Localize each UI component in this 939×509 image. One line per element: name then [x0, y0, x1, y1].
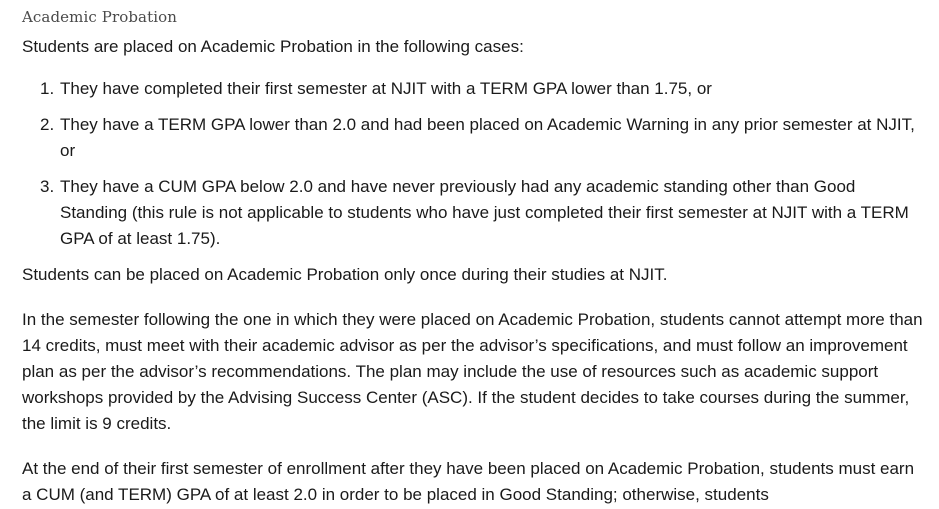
list-item-number: 3.: [40, 177, 55, 196]
list-item: [22, 76, 927, 102]
paragraph-following-semester: In the semester following the one in which they were placed on Academic Probation, students cannot attempt more than 14 credits, must meet with their academic advisor as per the advisor’s specifications, and must follow an improvement plan as per the advisor’s recommendations. The plan may include the use of resources such as academic support workshops provided by the Advising Success Center (ASC). If the student decides to take courses during the summer, the limit is 9 credits.: [22, 310, 923, 433]
list-item-number: 2.: [40, 115, 55, 134]
list-item-text: They have a CUM GPA below 2.0 and have never previously had any academic standing other than Good Standing (this rule is not applicable to students who have just completed their first semester at NJIT with a TERM GPA of at least 1.75).: [60, 177, 909, 248]
paragraph-end-of-semester: At the end of their first semester of enrollment after they have been placed on Academic Probation, students must earn a CUM (and TERM) GPA of at least 2.0 in order to be placed in Good Standing; otherwise, students: [22, 459, 915, 504]
section-heading: Academic Probation: [22, 8, 178, 26]
list-item: [22, 112, 927, 164]
probation-rules-list: [22, 76, 927, 262]
list-item-number: 1.: [40, 79, 55, 98]
list-item-text: They have completed their first semester at NJIT with a TERM GPA lower than 1.75, or: [60, 79, 712, 98]
list-item-text: They have a TERM GPA lower than 2.0 and had been placed on Academic Warning in any prior semester at NJIT, or: [60, 115, 915, 160]
intro-paragraph: Students are placed on Academic Probation in the following cases:: [22, 37, 524, 56]
list-item: [22, 174, 927, 252]
paragraph-once-only: Students can be placed on Academic Probation only once during their studies at NJIT.: [22, 265, 668, 284]
